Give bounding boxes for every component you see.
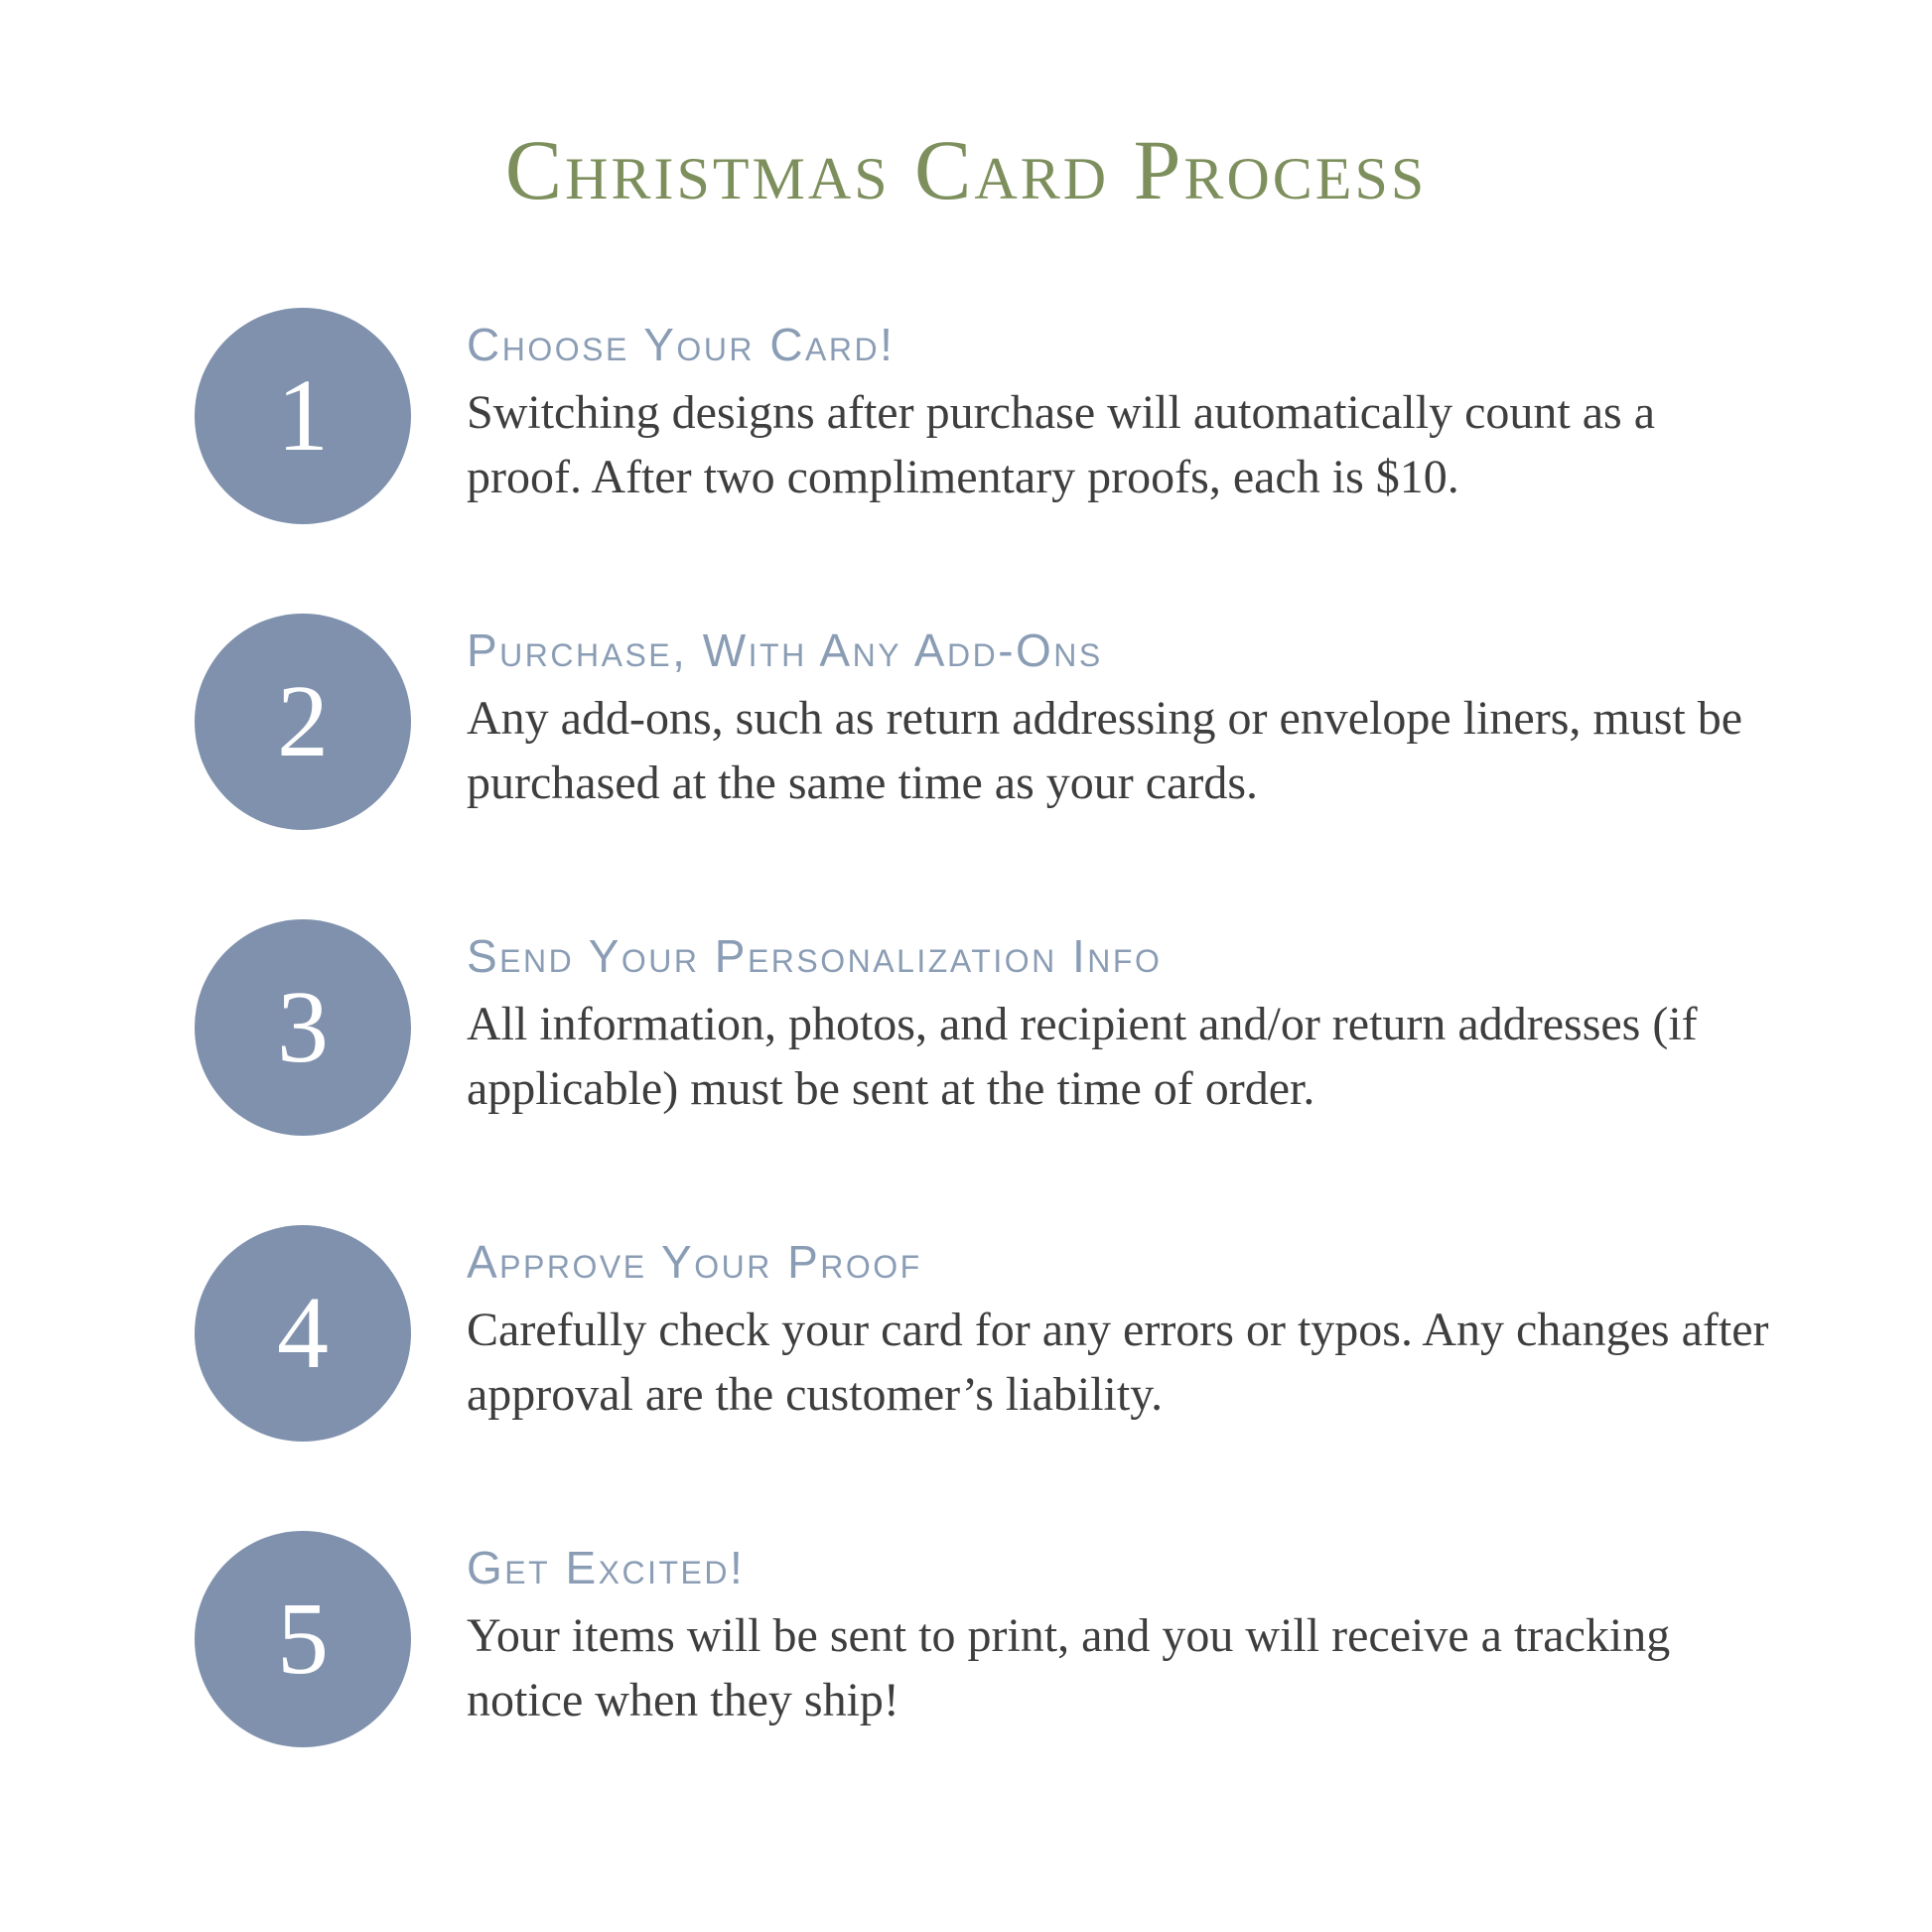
process-steps-list xyxy=(0,300,1932,1747)
step-description: All information, photos, and recipient and/or return addresses (if applicable) must be sent at the time of order. xyxy=(467,998,1698,1115)
step-heading: Choose Your Card! xyxy=(467,319,896,370)
step-description: Switching designs after purchase will automatically count as a proof. After two complimentary proofs, each is $10. xyxy=(467,386,1655,503)
step-content xyxy=(467,1217,1777,1428)
step-heading: Get Excited! xyxy=(467,1542,746,1593)
step-description: Your items will be sent to print, and you will receive a tracking notice when they ship! xyxy=(467,1609,1671,1726)
step-content xyxy=(467,1523,1777,1733)
step-content xyxy=(467,606,1777,816)
step-number-badge: 3 xyxy=(195,919,411,1136)
step-description: Any add-ons, such as return addressing or envelope liners, must be purchased at the same time as your cards. xyxy=(467,692,1743,809)
step-heading: Approve Your Proof xyxy=(467,1236,922,1288)
process-step xyxy=(195,1217,1872,1442)
process-step xyxy=(195,606,1872,830)
step-number-badge: 2 xyxy=(195,614,411,830)
process-step xyxy=(195,911,1872,1136)
step-heading: Send Your Personalization Info xyxy=(467,930,1163,982)
step-heading: Purchase, With Any Add-Ons xyxy=(467,624,1103,676)
page-title: Christmas Card Process xyxy=(504,122,1428,217)
step-description: Carefully check your card for any errors or typos. Any changes after approval are the customer’s liability. xyxy=(467,1304,1769,1421)
step-number-badge: 4 xyxy=(195,1225,411,1442)
process-step xyxy=(195,1523,1872,1747)
process-step xyxy=(195,300,1872,524)
step-content xyxy=(467,911,1777,1122)
step-content xyxy=(467,300,1777,510)
step-number-badge: 1 xyxy=(195,308,411,524)
step-number-badge: 5 xyxy=(195,1531,411,1747)
